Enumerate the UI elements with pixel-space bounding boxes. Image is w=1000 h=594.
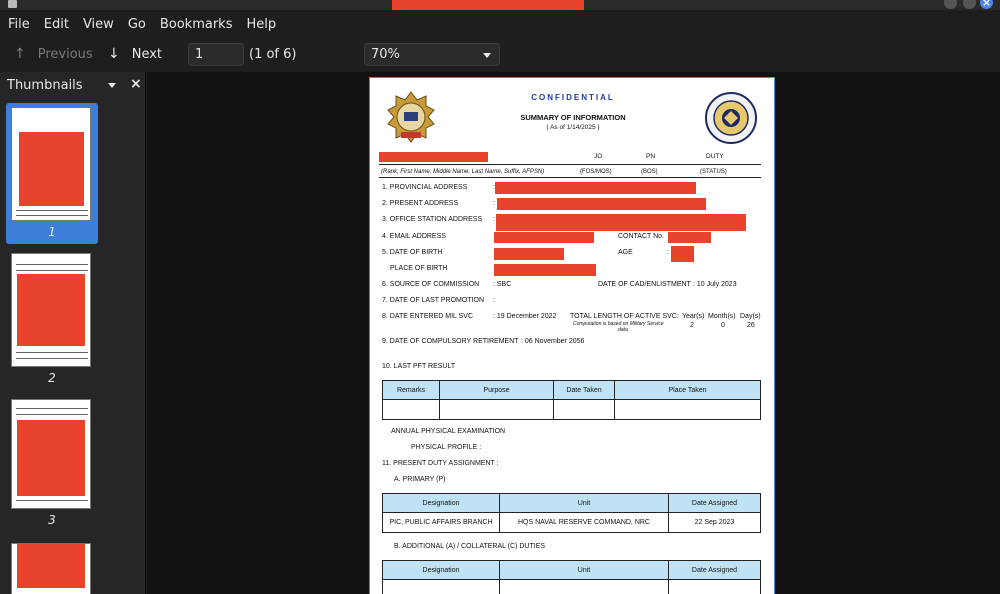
source-of-commission-value: : SBC	[493, 281, 512, 288]
redacted-birthdate	[494, 248, 564, 260]
fos-caption: (FOS/MOS)	[580, 169, 612, 175]
menu-file[interactable]: File	[8, 16, 30, 32]
toolbar	[0, 38, 1000, 72]
thumbnail-image	[11, 543, 91, 594]
menu-edit[interactable]: Edit	[43, 16, 69, 32]
redacted-birthplace	[494, 264, 596, 276]
col-pn: PN	[646, 153, 656, 160]
page-count: (1 of 6)	[249, 47, 297, 62]
chevron-down-icon	[483, 53, 491, 58]
status-caption: (STATUS)	[700, 169, 727, 175]
sidebar	[0, 72, 146, 594]
colon: :	[493, 200, 495, 207]
svc-head-days: Day(s)	[740, 313, 761, 320]
pft-header-place-taken: Place Taken	[615, 381, 761, 400]
duty-header-unit: Unit	[500, 494, 669, 513]
duty-designation: PIC, PUBLIC AFFAIRS BRANCH	[383, 513, 500, 533]
cad-label: DATE OF CAD/ENLISTMENT	[598, 281, 691, 288]
field-last-promotion: 7. DATE OF LAST PROMOTION	[382, 297, 485, 304]
thumbnail-number: 1	[48, 225, 56, 239]
thumbnail-page-3[interactable]	[6, 395, 98, 536]
document-viewer[interactable]	[147, 72, 1000, 594]
title-bar	[0, 0, 1000, 10]
annual-physical-exam-label: ANNUAL PHYSICAL EXAMINATION	[391, 428, 506, 435]
field-compulsory-retirement: 9. DATE OF COMPULSORY RETIREMENT	[382, 338, 519, 345]
table-row	[383, 513, 761, 533]
field-date-entered-mil-svc: 8. DATE ENTERED MIL SVC	[382, 313, 474, 320]
redacted-name	[379, 152, 488, 162]
sidebar-title: Thumbnails	[7, 77, 83, 93]
svc-note-2: data	[618, 327, 628, 333]
svc-days-value: 26	[747, 322, 755, 329]
svc-head-years: Year(s)	[682, 313, 705, 320]
duty-header-date-assigned: Date Assigned	[669, 494, 761, 513]
field-office-station-address: 3. OFFICE STATION ADDRESS	[382, 216, 483, 223]
field-place-of-birth: PLACE OF BIRTH	[390, 265, 448, 272]
name-caption: (Rank, First Name, Middle Name, Last Name, Suffix, AFPSN)	[381, 169, 545, 175]
primary-duty-table	[382, 493, 761, 533]
primary-duty-label: A. PRIMARY (P)	[394, 476, 446, 483]
col-duty: DUTY	[706, 153, 724, 160]
arrow-down-icon: ↓	[108, 46, 120, 62]
next-label: Next	[131, 46, 163, 62]
maximize-button[interactable]	[963, 0, 976, 9]
colon: :	[667, 249, 669, 256]
duty-header-designation: Designation	[383, 494, 500, 513]
pft-header-remarks: Remarks	[383, 381, 440, 400]
field-date-of-birth: 5. DATE OF BIRTH	[382, 249, 443, 256]
menu-bar	[0, 10, 1000, 38]
additional-duties-label: B. ADDITIONAL (A) / COLLATERAL (C) DUTIES	[394, 543, 546, 550]
thumbnail-image	[11, 253, 91, 367]
duty-date-assigned: 22 Sep 2023	[669, 513, 761, 533]
field-provincial-address: 1. PROVINCIAL ADDRESS	[382, 184, 468, 191]
menu-go[interactable]: Go	[127, 16, 146, 32]
close-window-button[interactable]: ×	[980, 0, 993, 9]
colon: :	[493, 184, 495, 191]
menu-help[interactable]: Help	[246, 16, 277, 32]
sidebar-header	[0, 72, 145, 98]
sidebar-close-icon[interactable]: ×	[130, 76, 142, 92]
thumbnail-page-1[interactable]	[6, 103, 98, 244]
redacted-age	[671, 246, 694, 262]
svc-head-months: Month(s)	[708, 313, 736, 320]
page-number-input[interactable]: 1	[188, 43, 244, 66]
zoom-value: 70%	[371, 47, 400, 62]
add-header-unit: Unit	[500, 561, 669, 580]
field-email-address: 4. EMAIL ADDRESS	[382, 233, 446, 240]
redacted-office-address	[496, 214, 746, 231]
previous-label: Previous	[37, 46, 93, 62]
sidebar-mode-dropdown-icon[interactable]	[108, 83, 116, 88]
bos-caption: (BOS)	[641, 169, 658, 175]
physical-profile-label: PHYSICAL PROFILE :	[411, 444, 482, 451]
as-of-date: ( As of 1/14/2025 )	[546, 124, 600, 131]
field-present-address: 2. PRESENT ADDRESS	[382, 200, 459, 207]
colon: :	[493, 297, 495, 304]
thumbnail-number: 3	[48, 513, 56, 527]
table-row	[383, 400, 761, 420]
confidential-label: CONFIDENTIAL	[531, 93, 615, 102]
cad-value: : 10 July 2023	[693, 281, 737, 288]
redacted-present-address	[497, 198, 706, 210]
total-svc-label: TOTAL LENGTH OF ACTIVE SVC:	[570, 313, 679, 320]
additional-duty-table	[382, 560, 761, 594]
previous-button[interactable]	[14, 46, 93, 62]
pft-table	[382, 380, 761, 420]
redacted-provincial-address	[495, 182, 696, 194]
menu-bookmarks[interactable]: Bookmarks	[159, 16, 233, 32]
thumbnail-page-4[interactable]	[6, 541, 98, 594]
thumbnail-number: 2	[48, 371, 56, 385]
date-entered-value: : 19 December 2022	[493, 313, 557, 320]
compulsory-retirement-value: : 06 November 2056	[521, 338, 585, 345]
svc-note-1: Computation is based on Military Service	[573, 321, 664, 327]
svc-months-value: 0	[721, 322, 725, 329]
thumbnail-image	[11, 399, 91, 509]
document-heading: SUMMARY OF INFORMATION	[520, 113, 626, 122]
next-button[interactable]	[108, 46, 162, 62]
zoom-select[interactable]	[364, 43, 500, 66]
menu-view[interactable]: View	[82, 16, 114, 32]
age-label: AGE	[618, 249, 633, 256]
add-header-date-assigned: Date Assigned	[669, 561, 761, 580]
minimize-button[interactable]	[944, 0, 957, 9]
duty-unit: HQS NAVAL RESERVE COMMAND, NRC	[500, 513, 669, 533]
svc-years-value: 2	[690, 322, 694, 329]
colon: :	[493, 216, 495, 223]
col-jo: JO	[594, 153, 603, 160]
add-header-designation: Designation	[383, 561, 500, 580]
thumbnail-page-2[interactable]	[6, 249, 98, 390]
field-source-of-commission: 6. SOURCE OF COMMISSION	[382, 281, 480, 288]
table-row	[383, 580, 761, 594]
thumbnail-list	[0, 98, 146, 594]
arrow-up-icon: ↑	[14, 46, 26, 62]
redacted-email	[494, 232, 594, 243]
pft-header-purpose: Purpose	[440, 381, 554, 400]
redacted-contact	[668, 232, 711, 243]
field-present-duty-assignment: 11. PRESENT DUTY ASSIGNMENT :	[382, 460, 499, 467]
pft-header-date-taken: Date Taken	[554, 381, 615, 400]
contact-label: CONTACT No.	[618, 233, 665, 240]
thumbnail-image	[11, 107, 91, 221]
document-page	[369, 77, 775, 594]
app-icon	[8, 0, 17, 8]
field-last-pft-result: 10. LAST PFT RESULT	[382, 363, 456, 370]
